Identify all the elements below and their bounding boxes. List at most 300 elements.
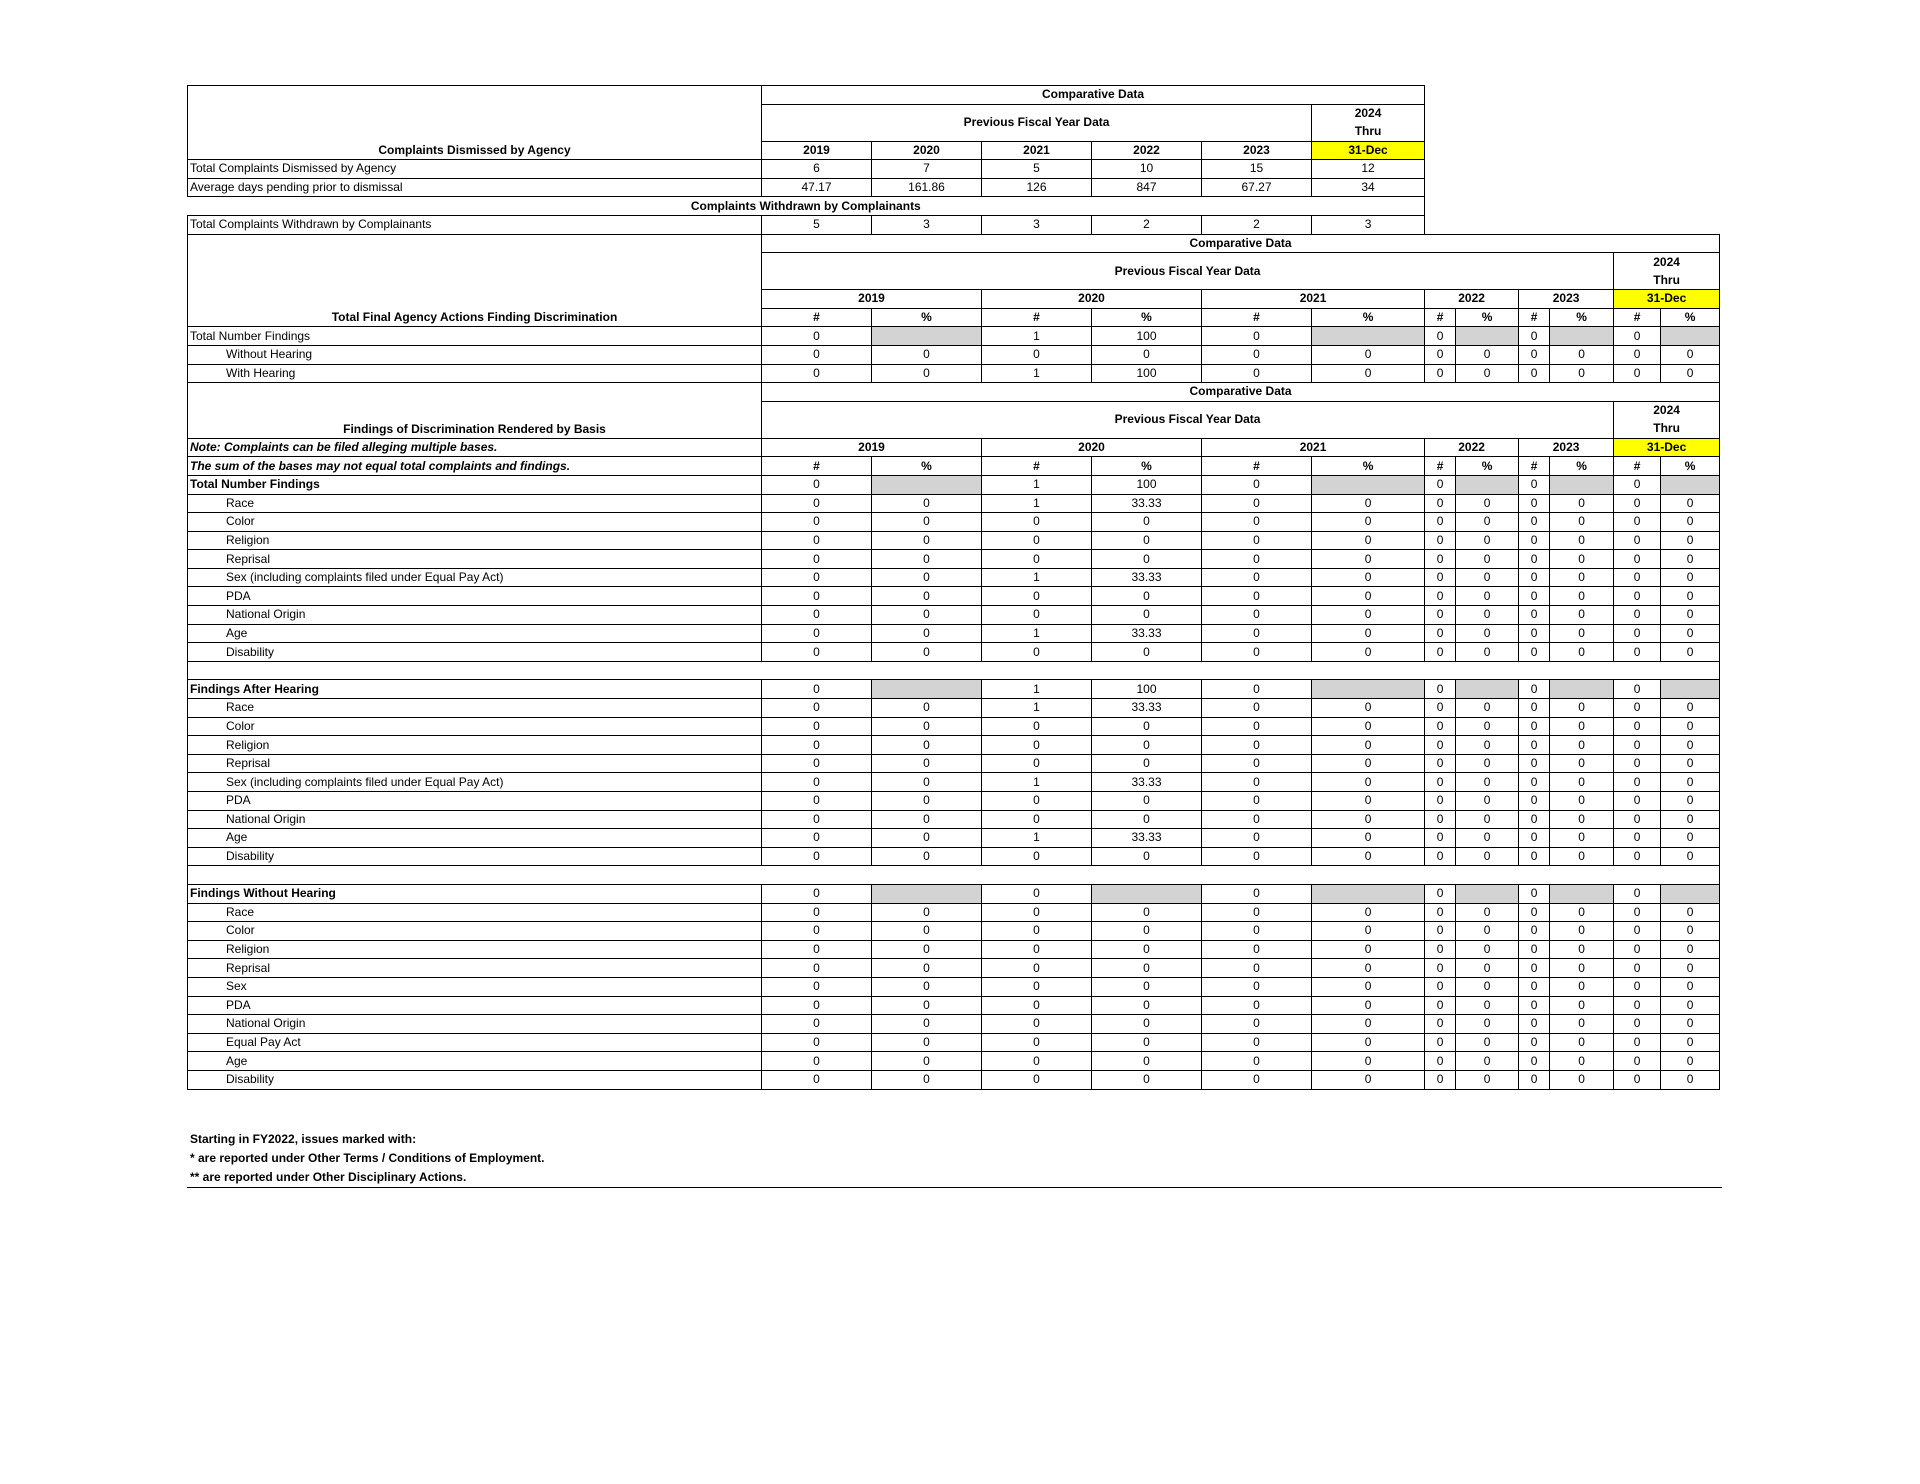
row-label: Disability — [188, 643, 762, 662]
value-cell: 0 — [762, 494, 872, 513]
value-cell: 126 — [982, 178, 1092, 197]
year-header: 2022 — [1425, 438, 1519, 457]
value-cell: 0 — [1519, 680, 1550, 699]
hash-header: # — [762, 457, 872, 476]
value-cell: 0 — [1312, 643, 1425, 662]
value-cell: 0 — [1092, 959, 1202, 978]
value-cell: 0 — [1614, 736, 1661, 755]
value-cell — [1550, 680, 1614, 699]
value-cell: 33.33 — [1092, 773, 1202, 792]
value-cell: 0 — [762, 606, 872, 625]
value-cell: 0 — [762, 717, 872, 736]
value-cell: 0 — [1202, 531, 1312, 550]
value-cell: 0 — [1456, 940, 1519, 959]
table-row — [188, 792, 1720, 811]
row-label: Findings Without Hearing — [188, 884, 762, 903]
value-cell: 0 — [1312, 494, 1425, 513]
row-label: Reprisal — [188, 754, 762, 773]
value-cell: 0 — [1519, 996, 1550, 1015]
value-cell: 0 — [872, 977, 982, 996]
value-cell: 0 — [982, 736, 1092, 755]
value-cell: 0 — [1519, 531, 1550, 550]
value-cell: 0 — [1614, 810, 1661, 829]
year-header: 2021 — [1202, 290, 1425, 309]
value-cell: 0 — [1202, 940, 1312, 959]
value-cell: 0 — [1456, 1033, 1519, 1052]
value-cell: 0 — [762, 959, 872, 978]
row-label: National Origin — [188, 1015, 762, 1034]
row-label: Sex (including complaints filed under Equal Pay Act) — [188, 568, 762, 587]
value-cell: 0 — [1425, 922, 1456, 941]
value-cell: 1 — [982, 475, 1092, 494]
value-cell: 0 — [1456, 513, 1519, 532]
table-row — [188, 847, 1720, 866]
value-cell: 0 — [762, 364, 872, 383]
dismissed-row — [188, 160, 1720, 179]
value-cell: 34 — [1312, 178, 1425, 197]
value-cell: 0 — [1661, 1070, 1720, 1089]
value-cell: 0 — [1456, 847, 1519, 866]
pct-header: % — [1312, 457, 1425, 476]
value-cell: 0 — [1614, 1052, 1661, 1071]
value-cell: 0 — [762, 327, 872, 346]
table-row — [188, 345, 1720, 364]
value-cell: 0 — [1312, 1015, 1425, 1034]
year-header: 2019 — [762, 290, 982, 309]
value-cell: 0 — [1425, 568, 1456, 587]
year-header: 2022 — [1092, 141, 1202, 160]
value-cell: 0 — [1550, 364, 1614, 383]
value-cell: 0 — [1519, 810, 1550, 829]
value-cell: 0 — [1312, 940, 1425, 959]
value-cell: 0 — [872, 829, 982, 848]
value-cell — [1456, 327, 1519, 346]
value-cell: 0 — [1550, 903, 1614, 922]
value-cell: 0 — [1456, 959, 1519, 978]
value-cell: 0 — [1550, 513, 1614, 532]
value-cell: 0 — [1614, 680, 1661, 699]
value-cell: 0 — [1661, 717, 1720, 736]
value-cell: 0 — [1202, 587, 1312, 606]
value-cell: 100 — [1092, 475, 1202, 494]
value-cell: 0 — [1092, 550, 1202, 569]
value-cell: 0 — [1425, 736, 1456, 755]
value-cell: 0 — [1614, 1070, 1661, 1089]
row-label: PDA — [188, 587, 762, 606]
value-cell: 0 — [1092, 922, 1202, 941]
value-cell: 0 — [1614, 699, 1661, 718]
year-header: 2020 — [982, 438, 1202, 457]
value-cell: 0 — [982, 940, 1092, 959]
value-cell: 0 — [762, 792, 872, 811]
value-cell: 0 — [1425, 977, 1456, 996]
value-cell: 0 — [1425, 475, 1456, 494]
value-cell: 0 — [1519, 1033, 1550, 1052]
value-cell: 0 — [1661, 754, 1720, 773]
value-cell: 0 — [1425, 624, 1456, 643]
value-cell: 100 — [1092, 327, 1202, 346]
value-cell: 0 — [762, 475, 872, 494]
value-cell: 1 — [982, 773, 1092, 792]
value-cell — [1550, 327, 1614, 346]
table-row — [188, 1052, 1720, 1071]
value-cell: 0 — [1519, 829, 1550, 848]
value-cell: 7 — [872, 160, 982, 179]
value-cell: 0 — [1550, 643, 1614, 662]
value-cell: 0 — [762, 531, 872, 550]
value-cell: 0 — [1092, 903, 1202, 922]
value-cell: 0 — [762, 345, 872, 364]
value-cell: 0 — [1456, 587, 1519, 606]
value-cell: 0 — [1456, 1070, 1519, 1089]
value-cell: 3 — [872, 215, 982, 234]
value-cell: 0 — [1425, 1033, 1456, 1052]
value-cell: 0 — [1202, 550, 1312, 569]
value-cell: 0 — [982, 792, 1092, 811]
value-cell: 0 — [1456, 1015, 1519, 1034]
value-cell: 0 — [1550, 587, 1614, 606]
value-cell: 0 — [1425, 699, 1456, 718]
value-cell: 0 — [1519, 884, 1550, 903]
hash-header: # — [762, 308, 872, 327]
value-cell: 0 — [1425, 940, 1456, 959]
value-cell: 1 — [982, 568, 1092, 587]
pct-header: % — [1661, 308, 1720, 327]
row-label: Findings After Hearing — [188, 680, 762, 699]
value-cell: 0 — [762, 884, 872, 903]
value-cell: 0 — [1312, 699, 1425, 718]
value-cell: 67.27 — [1202, 178, 1312, 197]
value-cell: 0 — [1550, 717, 1614, 736]
value-cell: 0 — [1456, 494, 1519, 513]
year-header: 2021 — [982, 141, 1092, 160]
value-cell: 0 — [1614, 345, 1661, 364]
value-cell: 0 — [872, 792, 982, 811]
value-cell: 0 — [1614, 568, 1661, 587]
value-cell: 0 — [1456, 922, 1519, 941]
value-cell: 0 — [1202, 513, 1312, 532]
value-cell — [1661, 884, 1720, 903]
hash-header: # — [1425, 457, 1456, 476]
value-cell: 0 — [1202, 494, 1312, 513]
comparative-data-header: Comparative Data — [762, 234, 1720, 253]
value-cell: 0 — [1661, 940, 1720, 959]
table-row — [188, 643, 1720, 662]
value-cell: 0 — [1456, 643, 1519, 662]
value-cell: 0 — [762, 1015, 872, 1034]
pct-header: % — [1456, 308, 1519, 327]
value-cell: 0 — [1550, 773, 1614, 792]
value-cell: 0 — [1202, 1070, 1312, 1089]
value-cell: 0 — [1092, 810, 1202, 829]
year-header: 2023 — [1202, 141, 1312, 160]
table-row — [188, 494, 1720, 513]
value-cell: 0 — [1425, 717, 1456, 736]
value-cell: 0 — [1614, 550, 1661, 569]
value-cell: 0 — [1456, 996, 1519, 1015]
value-cell: 0 — [1661, 1015, 1720, 1034]
year-header: 2023 — [1519, 290, 1614, 309]
value-cell: 0 — [982, 531, 1092, 550]
table-row — [188, 736, 1720, 755]
year-2024-header: 2024 — [1614, 253, 1720, 272]
value-cell: 0 — [1456, 606, 1519, 625]
value-cell: 0 — [1550, 810, 1614, 829]
value-cell: 0 — [1312, 959, 1425, 978]
value-cell: 0 — [1425, 829, 1456, 848]
pct-header: % — [1092, 308, 1202, 327]
table-row — [188, 922, 1720, 941]
value-cell: 0 — [1202, 922, 1312, 941]
value-cell — [1661, 327, 1720, 346]
report-sheet — [187, 85, 1719, 1090]
value-cell: 161.86 — [872, 178, 982, 197]
value-cell: 0 — [1092, 531, 1202, 550]
value-cell: 0 — [1425, 531, 1456, 550]
pct-header: % — [1550, 457, 1614, 476]
value-cell: 0 — [1202, 699, 1312, 718]
value-cell: 0 — [1519, 606, 1550, 625]
value-cell: 0 — [1456, 792, 1519, 811]
value-cell: 0 — [1614, 513, 1661, 532]
value-cell: 0 — [1312, 568, 1425, 587]
value-cell: 0 — [762, 643, 872, 662]
value-cell — [1456, 884, 1519, 903]
value-cell: 0 — [1425, 903, 1456, 922]
value-cell: 0 — [1092, 736, 1202, 755]
table-row — [188, 606, 1720, 625]
value-cell: 0 — [872, 736, 982, 755]
withdrawn-row — [188, 215, 1720, 234]
table-row — [188, 624, 1720, 643]
value-cell: 0 — [1456, 977, 1519, 996]
value-cell: 0 — [872, 550, 982, 569]
value-cell — [1550, 475, 1614, 494]
value-cell: 0 — [1092, 513, 1202, 532]
table-row — [188, 550, 1720, 569]
spacer-row — [188, 866, 1720, 885]
value-cell: 0 — [982, 1015, 1092, 1034]
value-cell: 0 — [1550, 940, 1614, 959]
value-cell: 0 — [1312, 903, 1425, 922]
value-cell — [872, 680, 982, 699]
row-label: Religion — [188, 736, 762, 755]
row-label: National Origin — [188, 810, 762, 829]
value-cell: 0 — [1661, 606, 1720, 625]
row-label: Race — [188, 699, 762, 718]
value-cell: 0 — [762, 940, 872, 959]
value-cell: 0 — [762, 829, 872, 848]
value-cell: 0 — [1425, 884, 1456, 903]
row-label: Reprisal — [188, 550, 762, 569]
value-cell: 0 — [1661, 977, 1720, 996]
value-cell: 0 — [762, 1052, 872, 1071]
header-row — [188, 438, 1720, 457]
value-cell: 0 — [1202, 1015, 1312, 1034]
value-cell: 0 — [1519, 736, 1550, 755]
value-cell: 0 — [1312, 1033, 1425, 1052]
table-row — [188, 531, 1720, 550]
value-cell: 0 — [1550, 977, 1614, 996]
value-cell: 0 — [1661, 903, 1720, 922]
value-cell: 0 — [872, 717, 982, 736]
withdrawn-title-row — [188, 197, 1720, 216]
value-cell: 0 — [982, 1070, 1092, 1089]
value-cell — [1661, 680, 1720, 699]
value-cell: 0 — [1202, 810, 1312, 829]
value-cell: 1 — [982, 829, 1092, 848]
row-label: Sex — [188, 977, 762, 996]
value-cell: 0 — [872, 568, 982, 587]
value-cell: 0 — [1312, 587, 1425, 606]
value-cell: 0 — [1550, 959, 1614, 978]
table-row — [188, 940, 1720, 959]
value-cell: 0 — [1661, 624, 1720, 643]
value-cell: 0 — [1519, 847, 1550, 866]
value-cell: 0 — [1202, 829, 1312, 848]
value-cell: 100 — [1092, 680, 1202, 699]
value-cell: 0 — [1092, 847, 1202, 866]
value-cell: 33.33 — [1092, 568, 1202, 587]
value-cell: 0 — [872, 1033, 982, 1052]
pct-header: % — [1550, 308, 1614, 327]
value-cell: 0 — [1614, 587, 1661, 606]
value-cell: 0 — [1614, 606, 1661, 625]
value-cell: 0 — [1202, 736, 1312, 755]
value-cell: 0 — [1456, 550, 1519, 569]
pct-header: % — [1661, 457, 1720, 476]
value-cell: 0 — [982, 1052, 1092, 1071]
spacer-cell — [188, 661, 1720, 680]
value-cell: 0 — [982, 810, 1092, 829]
value-cell: 0 — [1614, 327, 1661, 346]
value-cell: 2 — [1202, 215, 1312, 234]
final-actions-title: Total Final Agency Actions Finding Discrimination — [188, 308, 762, 327]
value-cell: 0 — [762, 1070, 872, 1089]
value-cell: 0 — [1202, 792, 1312, 811]
value-cell: 0 — [1519, 1052, 1550, 1071]
value-cell: 1 — [982, 364, 1092, 383]
hash-header: # — [1202, 457, 1312, 476]
value-cell: 0 — [762, 699, 872, 718]
value-cell: 0 — [1661, 922, 1720, 941]
row-label: With Hearing — [188, 364, 762, 383]
footnote-line: Starting in FY2022, issues marked with: — [190, 1132, 417, 1146]
pct-header: % — [1456, 457, 1519, 476]
value-cell: 12 — [1312, 160, 1425, 179]
value-cell: 0 — [1425, 587, 1456, 606]
value-cell: 0 — [1425, 494, 1456, 513]
value-cell: 10 — [1092, 160, 1202, 179]
value-cell: 0 — [1425, 792, 1456, 811]
row-label: Disability — [188, 1070, 762, 1089]
value-cell: 0 — [1519, 754, 1550, 773]
value-cell: 0 — [1614, 364, 1661, 383]
value-cell: 0 — [1661, 568, 1720, 587]
value-cell — [1456, 475, 1519, 494]
table-row — [188, 699, 1720, 718]
value-cell: 0 — [1202, 680, 1312, 699]
value-cell: 0 — [1312, 364, 1425, 383]
value-cell: 0 — [762, 550, 872, 569]
value-cell: 0 — [1550, 792, 1614, 811]
value-cell: 0 — [1614, 829, 1661, 848]
value-cell: 0 — [1661, 810, 1720, 829]
value-cell: 0 — [982, 996, 1092, 1015]
dec-header: 31-Dec — [1614, 290, 1720, 309]
comparative-data-header: Comparative Data — [762, 86, 1425, 105]
value-cell: 0 — [1519, 717, 1550, 736]
table-cell — [1425, 178, 1720, 197]
value-cell: 0 — [1312, 606, 1425, 625]
value-cell: 47.17 — [762, 178, 872, 197]
value-cell — [1312, 884, 1425, 903]
note-line: Note: Complaints can be filed alleging multiple bases. — [188, 438, 762, 457]
value-cell: 0 — [1519, 345, 1550, 364]
value-cell: 0 — [872, 810, 982, 829]
value-cell: 0 — [1661, 829, 1720, 848]
value-cell: 0 — [1202, 624, 1312, 643]
table-row — [188, 568, 1720, 587]
value-cell: 0 — [1425, 754, 1456, 773]
value-cell: 0 — [1614, 996, 1661, 1015]
value-cell: 0 — [1312, 550, 1425, 569]
row-label: Age — [188, 829, 762, 848]
value-cell: 0 — [762, 680, 872, 699]
value-cell: 0 — [1519, 959, 1550, 978]
value-cell: 0 — [1550, 568, 1614, 587]
value-cell: 33.33 — [1092, 829, 1202, 848]
value-cell: 0 — [1425, 847, 1456, 866]
value-cell: 0 — [1202, 959, 1312, 978]
value-cell: 1 — [982, 327, 1092, 346]
row-label: Age — [188, 1052, 762, 1071]
value-cell: 0 — [1202, 977, 1312, 996]
table-row — [188, 364, 1720, 383]
table-row — [188, 1015, 1720, 1034]
value-cell: 0 — [762, 977, 872, 996]
value-cell: 0 — [1614, 773, 1661, 792]
value-cell: 0 — [1425, 810, 1456, 829]
value-cell: 0 — [1550, 1052, 1614, 1071]
value-cell: 0 — [1092, 792, 1202, 811]
value-cell: 0 — [982, 922, 1092, 941]
table-row — [188, 587, 1720, 606]
row-label: Reprisal — [188, 959, 762, 978]
value-cell: 0 — [762, 624, 872, 643]
thru-header: Thru — [1614, 271, 1720, 290]
value-cell: 0 — [1312, 1052, 1425, 1071]
header-row — [188, 383, 1720, 402]
value-cell: 0 — [762, 1033, 872, 1052]
value-cell: 0 — [1550, 847, 1614, 866]
value-cell: 0 — [1312, 531, 1425, 550]
value-cell: 0 — [1456, 531, 1519, 550]
value-cell: 0 — [1614, 717, 1661, 736]
row-label: Color — [188, 717, 762, 736]
dismissed-row — [188, 178, 1720, 197]
year-header: 2022 — [1425, 290, 1519, 309]
value-cell: 0 — [1661, 792, 1720, 811]
value-cell: 0 — [1312, 810, 1425, 829]
value-cell: 0 — [1456, 1052, 1519, 1071]
value-cell: 0 — [1092, 643, 1202, 662]
value-cell: 0 — [872, 345, 982, 364]
table-row — [188, 884, 1720, 903]
spacer-row — [188, 661, 1720, 680]
value-cell: 0 — [762, 847, 872, 866]
row-label: Total Complaints Dismissed by Agency — [188, 160, 762, 179]
